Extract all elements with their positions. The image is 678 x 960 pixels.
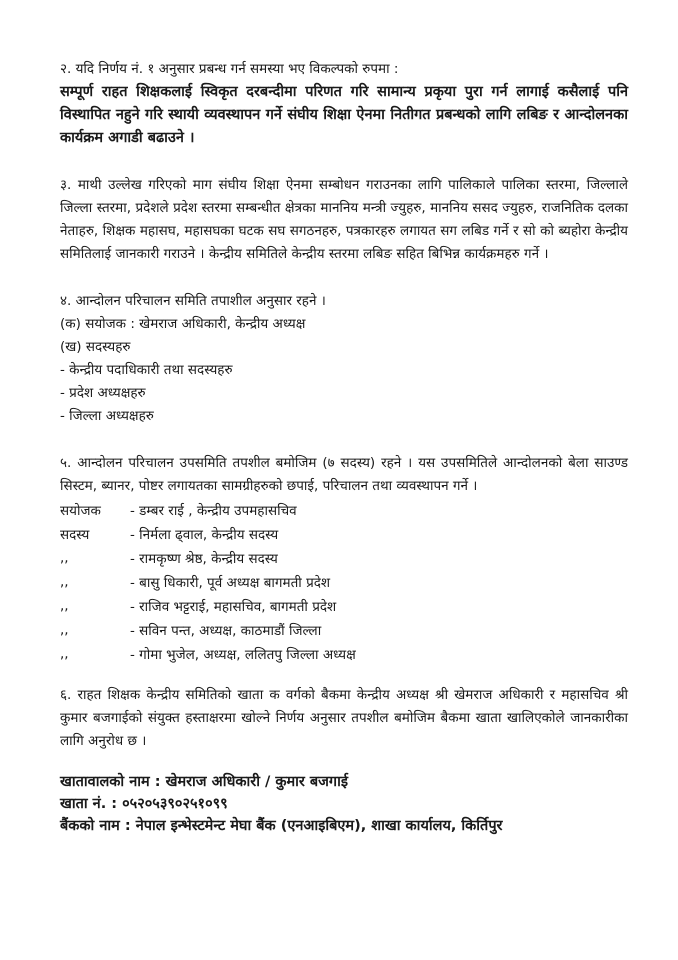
member-name: - निर्मला ढ्वाल, केन्द्रीय सदस्य	[130, 527, 279, 543]
bank-name: बैंकको नाम : नेपाल इन्भेस्टमेन्ट मेघा बैंक (एनआइबिएम), शाखा कार्यालय, किर्तिपुर	[60, 818, 503, 834]
section-2-bold-text: सम्पूर्ण राहत शिक्षकलाई स्विकृत दरबन्दीमा परिणत गरि सामान्य प्रकृया पुरा गर्न लागाई कसैलाई पनि विस्थापित नहुने गरि स्थायी व्यवस्थापन गर्ने संघीय शिक्षा ऐनमा नितीगत प्रबन्धको लागि लबिङ र आन्दोलनका कार्यक्रम अगाडी बढाउने ।	[60, 84, 628, 146]
account-holder-name: खातावालको नाम : खेमराज अधिकारी / कुमार बजगाई	[60, 774, 348, 790]
member-name: - बासु धिकारी, पूर्व अध्यक्ष बागमती प्रदेश	[130, 575, 331, 591]
member-role: ,,	[60, 574, 69, 590]
section-3-text: ३. माथी उल्लेख गरिएको माग संघीय शिक्षा ऐनमा सम्बोधन गराउनका लागि पालिकाले पालिका स्तरमा, जिल्लाले जिल्ला स्तरमा, प्रदेशले प्रदेश स्तरमा सम्बन्धीत क्षेत्रका माननिय मन्त्री ज्युहरु, माननिय ससद ज्युहरु, राजनितिक दलका नेताहरु, शिक्षक महासघ, महासघका घटक सघ सगठनहरु, पत्रकारहरु लगायत सग लबिड गर्ने र सो को ब्यहोरा केन्द्रीय समितिलाई जानकारी गराउने । केन्द्रीय समितिले केन्द्रीय स्तरमा लबिङ सहित बिभिन्न कार्यक्रमहरु गर्ने ।	[60, 177, 628, 262]
member-row	[60, 570, 628, 594]
member-row	[60, 498, 628, 522]
member-role: ,,	[60, 622, 69, 638]
member-row	[60, 642, 628, 666]
section-2-intro: २. यदि निर्णय नं. १ अनुसार प्रबन्ध गर्न समस्या भए विकल्पको रुपमा :	[60, 61, 399, 77]
section-4-item: (ख) सदस्यहरु	[60, 339, 131, 355]
account-number: खाता नं. : ०५२०५३९०२५१०९९	[60, 796, 228, 812]
member-role: ,,	[60, 550, 69, 566]
member-row	[60, 594, 628, 618]
member-row	[60, 546, 628, 570]
member-name: - राजिव भट्टराई, महासचिव, बागमती प्रदेश	[130, 599, 337, 615]
section-4	[60, 290, 628, 428]
member-role: ,,	[60, 598, 69, 614]
member-name: - सविन पन्त, अध्यक्ष, काठमाडौं जिल्ला	[130, 623, 322, 639]
section-5-text: ५. आन्दोलन परिचालन उपसमिति तपशील बमोजिम (७ सदस्य) रहने । यस उपसमितिले आन्दोलनको बेला साउण्ड सिस्टम, ब्यानर, पोष्टर लगायतका सामग्रीहरुको छपाई, परिचालन तथा व्यवस्थापन गर्ने ।	[60, 455, 628, 494]
subcommittee-member-list	[60, 498, 628, 666]
member-role: सयोजक	[60, 503, 101, 519]
member-name: - रामकृष्ण श्रेष्ठ, केन्द्रीय सदस्य	[130, 551, 278, 567]
member-role: सदस्य	[60, 527, 90, 543]
bank-account-details	[60, 771, 628, 837]
section-4-title: ४. आन्दोलन परिचालन समिति तपाशील अनुसार रहने ।	[60, 293, 326, 309]
section-4-item: - जिल्ला अध्यक्षहरु	[60, 408, 154, 424]
member-name: - डम्बर राई , केन्द्रीय उपमहासचिव	[130, 503, 297, 519]
section-4-item: - केन्द्रीय पदाधिकारी तथा सदस्यहरु	[60, 362, 233, 378]
member-row	[60, 618, 628, 642]
member-role: ,,	[60, 646, 69, 662]
section-4-item: - प्रदेश अध्यक्षहरु	[60, 385, 146, 401]
member-name: - गोमा भुजेल, अध्यक्ष, ललितपु जिल्ला अध्यक्ष	[130, 647, 356, 663]
section-6-text: ६. राहत शिक्षक केन्द्रीय समितिको खाता क वर्गको बैकमा केन्द्रीय अध्यक्ष श्री खेमराज अधिकारी र महासचिव श्री कुमार बजगाईको संयुक्त हस्ताक्षरमा खोल्ने निर्णय अनुसार तपशील बमोजिम बैकमा खाता खालिएकोले जानकारीका लागि अनुरोध छ ।	[60, 687, 628, 749]
member-row	[60, 522, 628, 546]
section-4-item: (क) सयोजक : खेमराज अधिकारी, केन्द्रीय अध्यक्ष	[60, 316, 306, 332]
